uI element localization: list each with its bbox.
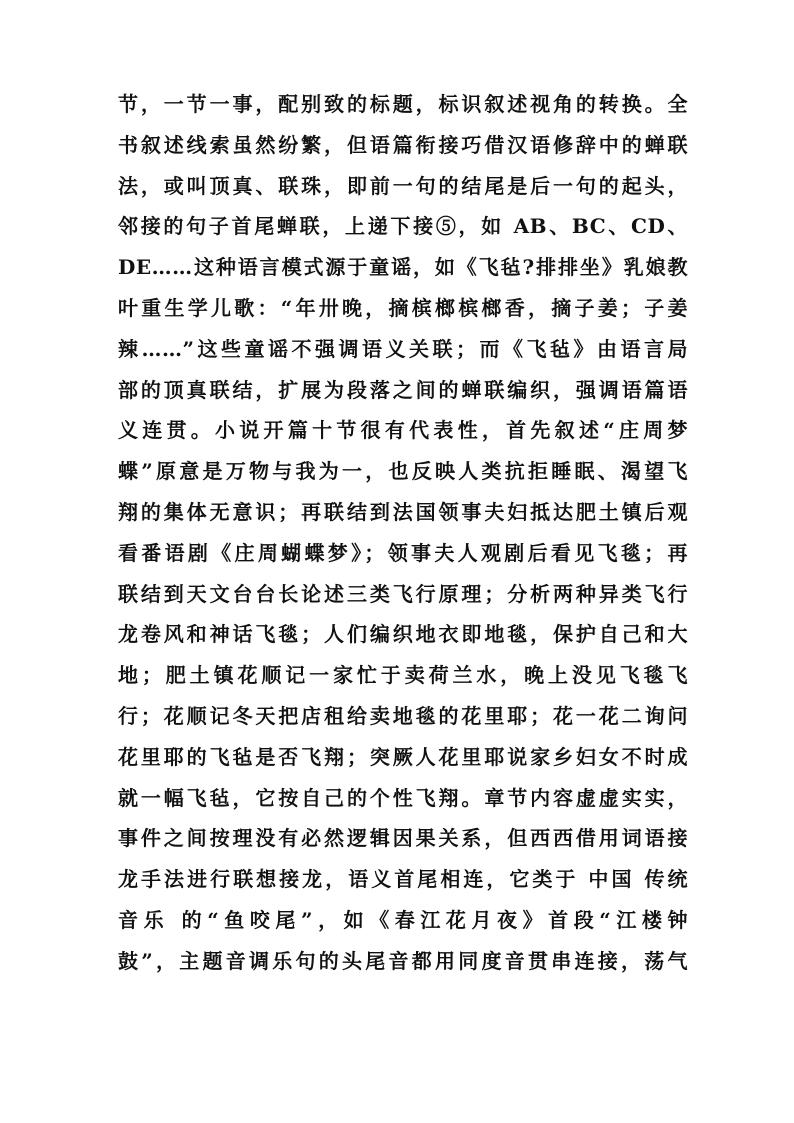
text-line: 花里耶的飞毡是否飞翔；突厥人花里耶说家乡妇女不时成 — [118, 744, 688, 769]
text-line: 鼓”，主题音调乐句的头尾音都用同度音贯串连接，荡气 — [118, 948, 688, 973]
text-line: 叶重生学儿歌：“年卅晚，摘槟榔槟榔香，摘子姜；子姜 — [118, 295, 688, 320]
text-line: 地；肥土镇花顺记一家忙于卖荷兰水，晚上没见飞毯飞 — [118, 663, 688, 688]
text-line: 龙手法进行联想接龙，语义首尾相连，它类于 中国 传统 — [118, 867, 688, 892]
text-line: 就一幅飞毡，它按自己的个性飞翔。章节内容虚虚实实， — [118, 785, 688, 810]
text-line: 邻接的句子首尾蝉联，上递下接⑤，如 AB、BC、CD、 — [118, 214, 688, 239]
text-line: 蝶”原意是万物与我为一，也反映人类抗拒睡眠、渴望飞 — [118, 459, 688, 484]
body-text — [118, 84, 688, 982]
text-line: 辣……”这些童谣不强调语义关联；而《飞毡》由语言局 — [118, 336, 688, 361]
text-line: 翔的集体无意识；再联结到法国领事夫妇抵达肥土镇后观 — [118, 499, 688, 524]
text-line: 行；花顺记冬天把店租给卖地毯的花里耶；花一花二询问 — [118, 703, 688, 728]
text-line: DE……这种语言模式源于童谣，如《飞毡?排排坐》乳娘教 — [118, 255, 688, 280]
text-line: 联结到天文台台长论述三类飞行原理；分析两种异类飞行 — [118, 581, 688, 606]
text-line: 法，或叫顶真、联珠，即前一句的结尾是后一句的起头， — [118, 173, 688, 198]
text-line: 看番语剧《庄周蝴蝶梦》；领事夫人观剧后看见飞毯；再 — [118, 540, 688, 565]
text-line: 事件之间按理没有必然逻辑因果关系，但西西借用词语接 — [118, 826, 688, 851]
text-line: 节，一节一事，配别致的标题，标识叙述视角的转换。全 — [118, 92, 688, 116]
text-line: 龙卷风和神话飞毯；人们编织地衣即地毯，保护自己和大 — [118, 622, 688, 647]
text-line: 部的顶真联结，扩展为段落之间的蝉联编织，强调语篇语 — [118, 377, 688, 402]
text-line: 书叙述线索虽然纷繁，但语篇衔接巧借汉语修辞中的蝉联 — [118, 132, 688, 157]
text-line: 音乐 的“鱼咬尾”，如《春江花月夜》首段“江楼钟 — [118, 907, 688, 932]
text-line: 义连贯。小说开篇十节很有代表性，首先叙述“庄周梦 — [118, 418, 688, 443]
